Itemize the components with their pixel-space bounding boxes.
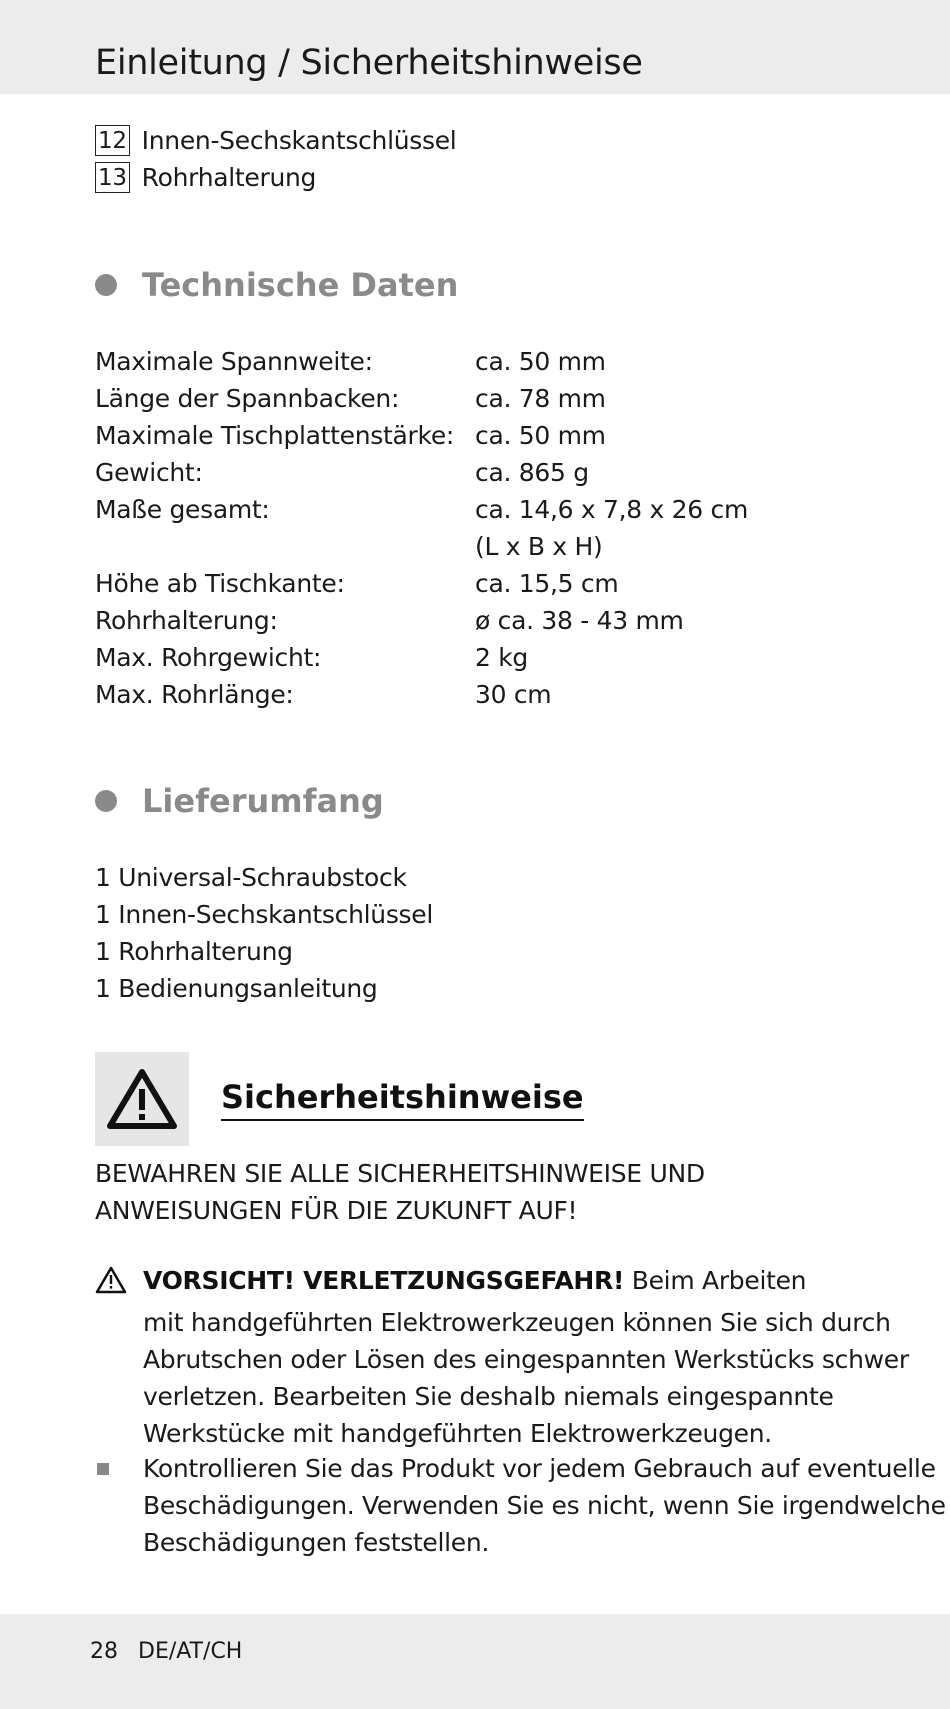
part-number: 13 — [95, 162, 130, 193]
warning-text: Werkstücke mit handgeführten Elektrowerkzeugen. — [143, 1419, 772, 1448]
warning-paragraph — [95, 1262, 909, 1452]
parts-list — [95, 122, 456, 196]
spec-label: Max. Rohrlänge: — [95, 680, 294, 709]
spec-value: ca. 50 mm — [475, 347, 606, 376]
safety-heading: Sicherheitshinweise — [221, 1077, 584, 1121]
footer — [90, 1636, 242, 1668]
spec-row — [95, 380, 748, 417]
spec-row — [95, 491, 748, 565]
warning-triangle-icon — [95, 1262, 143, 1304]
spec-value: ca. 50 mm — [475, 421, 606, 450]
bullet-dot-icon — [95, 274, 117, 296]
spec-value: ca. 78 mm — [475, 384, 606, 413]
spec-value: ca. 15,5 cm — [475, 569, 619, 598]
spec-label: Maximale Tischplattenstärke: — [95, 421, 455, 450]
spec-row — [95, 417, 748, 454]
check-text: Kontrollieren Sie das Produkt vor jedem Gebrauch auf eventuelle — [143, 1454, 936, 1483]
warning-text: mit handgeführten Elektrowerkzeugen können Sie sich durch — [143, 1308, 891, 1337]
spec-value: 2 kg — [475, 643, 528, 672]
spec-table — [95, 343, 748, 713]
spec-value: ca. 865 g — [475, 458, 589, 487]
spec-value: ø ca. 38 - 43 mm — [475, 606, 684, 635]
list-item: 1 Universal-Schraubstock — [95, 863, 407, 892]
part-label: Innen-Sechskantschlüssel — [141, 126, 457, 155]
warning-triangle-icon — [106, 1067, 178, 1131]
spec-label: Rohrhalterung: — [95, 606, 278, 635]
spec-row — [95, 454, 748, 491]
square-bullet-icon — [95, 1450, 143, 1487]
locale-label: DE/AT/CH — [138, 1639, 243, 1664]
warning-box — [95, 1052, 189, 1146]
spec-label: Maße gesamt: — [95, 495, 270, 524]
warning-bold: VORSICHT! VERLETZUNGSGEFAHR! — [143, 1266, 625, 1295]
spec-value: ca. 14,6 x 7,8 x 26 cm (L x B x H) — [475, 495, 749, 561]
page-title: Einleitung / Sicherheitshinweise — [95, 43, 643, 83]
check-first-line — [95, 1450, 946, 1487]
bullet-dot-icon — [95, 790, 117, 812]
part-label: Rohrhalterung — [141, 163, 317, 192]
list-item: 1 Rohrhalterung — [95, 937, 293, 966]
spec-row — [95, 565, 748, 602]
warning-text: Abrutschen oder Lösen des eingespannten Werkstücks schwer — [143, 1345, 909, 1374]
delivery-list — [95, 859, 433, 1007]
spec-row — [95, 602, 748, 639]
part-item — [95, 159, 456, 196]
safety-heading-block — [95, 1052, 584, 1146]
part-item — [95, 122, 456, 159]
list-item: 1 Bedienungsanleitung — [95, 974, 378, 1003]
spec-label: Länge der Spannbacken: — [95, 384, 400, 413]
check-text: Beschädigungen feststellen. — [143, 1528, 490, 1557]
warning-first-line — [95, 1262, 909, 1304]
spec-row — [95, 343, 748, 380]
tech-heading — [95, 266, 458, 304]
warning-text: verletzen. Bearbeiten Sie deshalb niemals eingespannte — [143, 1382, 834, 1411]
tech-heading-text: Technische Daten — [142, 266, 459, 304]
spec-label: Max. Rohrgewicht: — [95, 643, 322, 672]
part-number: 12 — [95, 125, 130, 156]
delivery-heading — [95, 782, 384, 820]
check-text: Beschädigungen. Verwenden Sie es nicht, wenn Sie irgendwelche — [143, 1491, 946, 1520]
warning-text: Beim Arbeiten — [624, 1266, 807, 1295]
caps-notice — [95, 1155, 705, 1229]
delivery-heading-text: Lieferumfang — [142, 782, 384, 820]
spec-label: Höhe ab Tischkante: — [95, 569, 345, 598]
caps-line: BEWAHREN SIE ALLE SICHERHEITSHINWEISE UND — [95, 1159, 705, 1188]
list-item: 1 Innen-Sechskantschlüssel — [95, 900, 434, 929]
spec-value: 30 cm — [475, 680, 552, 709]
spec-label: Gewicht: — [95, 458, 203, 487]
spec-label: Maximale Spannweite: — [95, 347, 373, 376]
caps-line: ANWEISUNGEN FÜR DIE ZUKUNFT AUF! — [95, 1196, 578, 1225]
spec-row — [95, 676, 748, 713]
spec-row — [95, 639, 748, 676]
check-paragraph — [95, 1450, 946, 1561]
page-number: 28 — [90, 1639, 118, 1664]
